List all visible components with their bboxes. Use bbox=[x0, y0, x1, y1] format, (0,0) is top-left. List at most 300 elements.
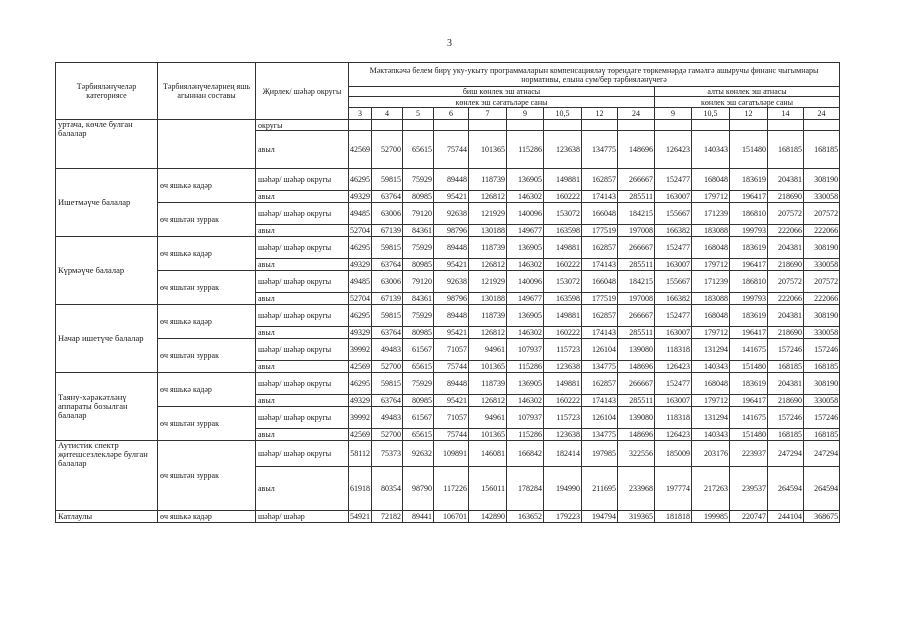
value-cell: 330058 bbox=[804, 395, 840, 407]
value-cell: 266667 bbox=[618, 305, 655, 327]
value-cell: 220747 bbox=[730, 511, 768, 523]
value-cell: 42569 bbox=[350, 430, 370, 439]
value-cell: 75744 bbox=[434, 131, 469, 169]
location-cell: шәһәр/ шәһәр округы bbox=[256, 203, 349, 225]
value-cell: 168048 bbox=[692, 373, 730, 395]
value-cell: 89448 bbox=[434, 373, 469, 395]
value-cell: 63764 bbox=[372, 395, 403, 407]
value-cell: 322556 bbox=[618, 441, 655, 467]
value-cell: 107937 bbox=[507, 407, 544, 429]
value-cell: 52700 bbox=[372, 361, 403, 373]
location-cell: шәһәр/ шәһәр bbox=[256, 511, 349, 523]
value-cell: 171239 bbox=[692, 271, 730, 293]
value-cell: 177519 bbox=[582, 225, 618, 237]
value-cell: 168185 bbox=[768, 429, 804, 441]
age-cell: өч яшькә кадәр bbox=[158, 511, 256, 523]
category-cell: Начар ишетүче балалар bbox=[56, 305, 158, 373]
value-cell: 61567 bbox=[403, 339, 434, 361]
value-cell: 157246 bbox=[804, 407, 840, 429]
location-cell: авыл bbox=[256, 293, 349, 305]
age-cell: өч яшькә кадәр bbox=[158, 169, 256, 203]
value-cell: 285511 bbox=[618, 191, 655, 203]
value-cell: 63764 bbox=[372, 191, 403, 203]
value-cell: 141675 bbox=[730, 339, 768, 361]
hours-cell: 9 bbox=[507, 108, 544, 120]
value-cell bbox=[730, 120, 768, 131]
value-cell: 134775 bbox=[582, 131, 618, 169]
hours-cell: 7 bbox=[469, 108, 507, 120]
value-cell: 79120 bbox=[403, 271, 434, 293]
value-cell: 61567 bbox=[403, 407, 434, 429]
location-cell: авыл bbox=[256, 225, 349, 237]
value-cell: 152477 bbox=[655, 373, 692, 395]
value-cell: 107937 bbox=[507, 339, 544, 361]
value-cell: 151480 bbox=[730, 131, 768, 169]
value-cell: 183619 bbox=[730, 237, 768, 259]
value-cell bbox=[768, 120, 804, 131]
value-cell: 168048 bbox=[692, 305, 730, 327]
table-row bbox=[56, 511, 840, 523]
value-cell: 118739 bbox=[469, 305, 507, 327]
value-cell: 118739 bbox=[469, 237, 507, 259]
age-cell: өч яшькә кадәр bbox=[158, 305, 256, 339]
value-cell: 266667 bbox=[618, 237, 655, 259]
value-cell: 179712 bbox=[692, 327, 730, 339]
location-cell: округы bbox=[256, 120, 349, 131]
value-cell: 148696 bbox=[618, 361, 655, 373]
value-cell: 155667 bbox=[655, 203, 692, 225]
value-cell: 136905 bbox=[507, 373, 544, 395]
value-cell: 223937 bbox=[730, 441, 768, 467]
value-cell: 115286 bbox=[507, 131, 544, 169]
value-cell: 218690 bbox=[768, 395, 804, 407]
value-cell: 118739 bbox=[469, 169, 507, 191]
value-cell: 89448 bbox=[434, 237, 469, 259]
value-cell: 174143 bbox=[582, 259, 618, 271]
value-cell: 67139 bbox=[372, 293, 403, 305]
value-cell: 184215 bbox=[618, 203, 655, 225]
value-cell: 308190 bbox=[804, 373, 840, 395]
value-cell: 239537 bbox=[730, 467, 768, 511]
value-cell: 84361 bbox=[403, 293, 434, 305]
age-cell bbox=[158, 120, 256, 169]
table-row bbox=[56, 373, 840, 395]
table-row bbox=[56, 407, 840, 429]
header-age: Тәрбияләнүчеләрнең яшь агыннан составы bbox=[158, 63, 256, 120]
value-cell: 266667 bbox=[618, 373, 655, 395]
value-cell: 211695 bbox=[582, 467, 618, 511]
value-cell: 149881 bbox=[544, 169, 582, 191]
value-cell: 94961 bbox=[469, 339, 507, 361]
value-cell: 163652 bbox=[507, 511, 544, 523]
value-cell: 368675 bbox=[804, 511, 840, 523]
value-cell: 168185 bbox=[768, 361, 804, 373]
value-cell: 264594 bbox=[768, 467, 804, 511]
value-cell: 63006 bbox=[372, 203, 403, 225]
value-cell: 183619 bbox=[730, 169, 768, 191]
value-cell: 80985 bbox=[403, 259, 434, 271]
value-cell: 49483 bbox=[372, 407, 403, 429]
value-cell: 330058 bbox=[804, 327, 840, 339]
hours-cell: 12 bbox=[582, 108, 618, 120]
value-cell: 183619 bbox=[730, 373, 768, 395]
category-cell: Ишетмәүче балалар bbox=[56, 169, 158, 237]
hours-cell: 3 bbox=[349, 108, 372, 120]
value-cell: 160222 bbox=[544, 259, 582, 271]
value-cell: 156011 bbox=[469, 467, 507, 511]
value-cell: 49329 bbox=[350, 192, 370, 201]
value-cell: 42569 bbox=[349, 131, 372, 169]
value-cell: 204381 bbox=[768, 169, 804, 191]
location-cell: авыл bbox=[256, 467, 349, 511]
value-cell: 178284 bbox=[507, 467, 544, 511]
value-cell: 139080 bbox=[618, 339, 655, 361]
value-cell: 71057 bbox=[434, 407, 469, 429]
value-cell: 149881 bbox=[544, 305, 582, 327]
value-cell: 162857 bbox=[582, 305, 618, 327]
value-cell: 136905 bbox=[507, 305, 544, 327]
table-row bbox=[56, 271, 840, 293]
value-cell: 49483 bbox=[372, 339, 403, 361]
value-cell: 75373 bbox=[372, 441, 403, 467]
value-cell: 168048 bbox=[692, 237, 730, 259]
value-cell: 222066 bbox=[768, 225, 804, 237]
value-cell: 184215 bbox=[618, 271, 655, 293]
value-cell: 59815 bbox=[372, 237, 403, 259]
value-cell: 166382 bbox=[655, 293, 692, 305]
value-cell: 80985 bbox=[403, 395, 434, 407]
value-cell: 152477 bbox=[655, 169, 692, 191]
location-cell: авыл bbox=[256, 327, 349, 339]
table-row bbox=[56, 120, 840, 131]
value-cell: 207572 bbox=[804, 203, 840, 225]
value-cell: 197774 bbox=[655, 467, 692, 511]
value-cell: 63764 bbox=[372, 259, 403, 271]
hours-cell: 5 bbox=[403, 108, 434, 120]
value-cell: 75929 bbox=[403, 237, 434, 259]
value-cell: 117226 bbox=[434, 467, 469, 511]
value-cell: 52700 bbox=[372, 131, 403, 169]
value-cell: 126104 bbox=[582, 339, 618, 361]
value-cell: 52704 bbox=[350, 294, 370, 303]
value-cell: 80985 bbox=[403, 327, 434, 339]
value-cell: 181818 bbox=[655, 511, 692, 523]
value-cell: 157246 bbox=[768, 339, 804, 361]
value-cell: 140343 bbox=[692, 131, 730, 169]
hours-cell: 10,5 bbox=[544, 108, 582, 120]
value-cell: 157246 bbox=[804, 339, 840, 361]
value-cell: 149881 bbox=[544, 373, 582, 395]
header-6day: алты көнлек эш атнасы bbox=[655, 87, 840, 97]
value-cell: 152477 bbox=[655, 305, 692, 327]
value-cell: 247294 bbox=[804, 441, 840, 467]
value-cell: 222066 bbox=[804, 225, 840, 237]
value-cell: 330058 bbox=[804, 191, 840, 203]
value-cell bbox=[582, 120, 618, 131]
value-cell: 115723 bbox=[544, 407, 582, 429]
header-category: Тәрбияләнүчеләр категориясе bbox=[56, 63, 158, 120]
value-cell: 84361 bbox=[403, 225, 434, 237]
value-cell: 49329 bbox=[350, 396, 370, 405]
value-cell: 194990 bbox=[544, 467, 582, 511]
value-cell: 308190 bbox=[804, 169, 840, 191]
value-cell: 222066 bbox=[804, 293, 840, 305]
value-cell: 207572 bbox=[768, 271, 804, 293]
value-cell: 126812 bbox=[469, 327, 507, 339]
value-cell: 126423 bbox=[655, 131, 692, 169]
value-cell bbox=[655, 120, 692, 131]
value-cell: 179712 bbox=[692, 191, 730, 203]
value-cell bbox=[372, 120, 403, 131]
value-cell: 330058 bbox=[804, 259, 840, 271]
table-row bbox=[56, 237, 840, 259]
value-cell: 157246 bbox=[768, 407, 804, 429]
value-cell: 218690 bbox=[768, 259, 804, 271]
location-cell: шәһәр/ шәһәр округы bbox=[256, 441, 349, 467]
value-cell bbox=[618, 120, 655, 131]
value-cell: 308190 bbox=[804, 237, 840, 259]
category-cell: Таяну-хәрәкәтләнү аппараты бозылган балалар bbox=[56, 373, 158, 441]
value-cell: 166382 bbox=[655, 225, 692, 237]
value-cell: 46295 bbox=[349, 237, 372, 259]
value-cell: 136905 bbox=[507, 169, 544, 191]
location-cell: авыл bbox=[256, 131, 349, 169]
value-cell: 95421 bbox=[434, 395, 469, 407]
hours-cell: 4 bbox=[372, 108, 403, 120]
value-cell: 146302 bbox=[507, 327, 544, 339]
value-cell: 155667 bbox=[655, 271, 692, 293]
header-hours-6day: көнлек эш сәгатьләре саны bbox=[655, 97, 840, 108]
location-cell: шәһәр/ шәһәр округы bbox=[256, 305, 349, 327]
value-cell: 197008 bbox=[618, 225, 655, 237]
value-cell: 89448 bbox=[434, 305, 469, 327]
hours-cell: 24 bbox=[618, 108, 655, 120]
value-cell: 171239 bbox=[692, 203, 730, 225]
value-cell: 151480 bbox=[730, 361, 768, 373]
value-cell: 179712 bbox=[692, 259, 730, 271]
value-cell: 121929 bbox=[469, 271, 507, 293]
value-cell: 52700 bbox=[372, 429, 403, 441]
value-cell: 92632 bbox=[403, 441, 434, 467]
value-cell: 95421 bbox=[434, 327, 469, 339]
header-5day: биш көнлек эш атнасы bbox=[349, 87, 655, 97]
location-cell: шәһәр/ шәһәр округы bbox=[256, 237, 349, 259]
value-cell: 118318 bbox=[655, 339, 692, 361]
value-cell: 266667 bbox=[618, 169, 655, 191]
value-cell: 199793 bbox=[730, 225, 768, 237]
value-cell: 152477 bbox=[655, 237, 692, 259]
value-cell: 54921 bbox=[350, 512, 370, 521]
category-cell: Катлаулы bbox=[56, 511, 158, 523]
value-cell: 46295 bbox=[349, 169, 372, 191]
value-cell: 101365 bbox=[469, 361, 507, 373]
value-cell: 49485 bbox=[349, 271, 372, 293]
value-cell: 196417 bbox=[730, 191, 768, 203]
value-cell: 92638 bbox=[434, 203, 469, 225]
value-cell: 166842 bbox=[507, 441, 544, 467]
value-cell: 115723 bbox=[544, 339, 582, 361]
value-cell: 42569 bbox=[350, 362, 370, 371]
value-cell: 123638 bbox=[544, 131, 582, 169]
value-cell: 207572 bbox=[768, 203, 804, 225]
value-cell: 163007 bbox=[655, 259, 692, 271]
value-cell bbox=[469, 120, 507, 131]
location-cell: шәһәр/ шәһәр округы bbox=[256, 339, 349, 361]
value-cell: 218690 bbox=[768, 327, 804, 339]
value-cell: 140343 bbox=[692, 361, 730, 373]
value-cell: 222066 bbox=[768, 293, 804, 305]
age-cell: өч яшьтән зуррак bbox=[158, 339, 256, 373]
value-cell: 79120 bbox=[403, 203, 434, 225]
location-cell: шәһәр/ шәһәр округы bbox=[256, 271, 349, 293]
table-row bbox=[56, 63, 840, 87]
value-cell: 89448 bbox=[434, 169, 469, 191]
value-cell: 140096 bbox=[507, 271, 544, 293]
value-cell bbox=[544, 120, 582, 131]
value-cell: 149677 bbox=[507, 293, 544, 305]
value-cell: 183619 bbox=[730, 305, 768, 327]
value-cell: 183088 bbox=[692, 293, 730, 305]
value-cell: 182414 bbox=[544, 441, 582, 467]
value-cell: 75929 bbox=[403, 305, 434, 327]
value-cell: 109891 bbox=[434, 441, 469, 467]
value-cell: 160222 bbox=[544, 395, 582, 407]
location-cell: шәһәр/ шәһәр округы bbox=[256, 169, 349, 191]
value-cell: 80985 bbox=[403, 191, 434, 203]
value-cell: 65615 bbox=[403, 131, 434, 169]
hours-cell: 24 bbox=[804, 108, 840, 120]
value-cell bbox=[434, 120, 469, 131]
value-cell: 131294 bbox=[692, 339, 730, 361]
value-cell: 126812 bbox=[469, 395, 507, 407]
value-cell: 194794 bbox=[582, 511, 618, 523]
value-cell: 264594 bbox=[804, 467, 840, 511]
value-cell: 46295 bbox=[349, 305, 372, 327]
value-cell: 52704 bbox=[350, 226, 370, 235]
value-cell: 218690 bbox=[768, 191, 804, 203]
value-cell: 160222 bbox=[544, 191, 582, 203]
value-cell: 134775 bbox=[582, 361, 618, 373]
header-hours-5day: көнлек эш сәгатьләре саны bbox=[349, 97, 655, 108]
value-cell: 49329 bbox=[350, 328, 370, 337]
table-row bbox=[56, 203, 840, 225]
value-cell: 146081 bbox=[469, 441, 507, 467]
value-cell: 123638 bbox=[544, 429, 582, 441]
value-cell: 168185 bbox=[804, 429, 840, 441]
value-cell: 141675 bbox=[730, 407, 768, 429]
value-cell: 174143 bbox=[582, 327, 618, 339]
value-cell: 101365 bbox=[469, 131, 507, 169]
value-cell: 204381 bbox=[768, 305, 804, 327]
value-cell: 75929 bbox=[403, 373, 434, 395]
value-cell: 59815 bbox=[372, 169, 403, 191]
value-cell: 101365 bbox=[469, 429, 507, 441]
value-cell: 319365 bbox=[618, 511, 655, 523]
value-cell: 153072 bbox=[544, 271, 582, 293]
value-cell: 148696 bbox=[618, 429, 655, 441]
value-cell: 244104 bbox=[768, 511, 804, 523]
value-cell: 115286 bbox=[507, 429, 544, 441]
value-cell: 146302 bbox=[507, 259, 544, 271]
value-cell: 118739 bbox=[469, 373, 507, 395]
value-cell: 139080 bbox=[618, 407, 655, 429]
value-cell: 140343 bbox=[692, 429, 730, 441]
value-cell: 95421 bbox=[434, 259, 469, 271]
value-cell: 46295 bbox=[349, 373, 372, 395]
value-cell bbox=[349, 120, 372, 131]
value-cell: 163007 bbox=[655, 191, 692, 203]
value-cell: 217263 bbox=[692, 467, 730, 511]
value-cell: 163007 bbox=[655, 327, 692, 339]
value-cell: 207572 bbox=[804, 271, 840, 293]
value-cell: 59815 bbox=[372, 305, 403, 327]
age-cell: өч яшьтән зуррак bbox=[158, 441, 256, 511]
value-cell: 174143 bbox=[582, 395, 618, 407]
value-cell: 75744 bbox=[434, 361, 469, 373]
value-cell: 136905 bbox=[507, 237, 544, 259]
value-cell: 63764 bbox=[372, 327, 403, 339]
value-cell: 183088 bbox=[692, 225, 730, 237]
value-cell: 197985 bbox=[582, 441, 618, 467]
value-cell bbox=[507, 120, 544, 131]
value-cell: 58112 bbox=[349, 441, 372, 467]
value-cell: 130188 bbox=[469, 225, 507, 237]
value-cell: 285511 bbox=[618, 259, 655, 271]
value-cell: 134775 bbox=[582, 429, 618, 441]
table-row bbox=[56, 305, 840, 327]
value-cell: 196417 bbox=[730, 259, 768, 271]
age-cell: өч яшьтән зуррак bbox=[158, 407, 256, 441]
value-cell: 140096 bbox=[507, 203, 544, 225]
value-cell: 63006 bbox=[372, 271, 403, 293]
value-cell: 94961 bbox=[469, 407, 507, 429]
value-cell: 177519 bbox=[582, 293, 618, 305]
value-cell: 67139 bbox=[372, 225, 403, 237]
value-cell bbox=[403, 120, 434, 131]
value-cell: 39992 bbox=[349, 407, 372, 429]
value-cell: 98796 bbox=[434, 293, 469, 305]
value-cell: 115286 bbox=[507, 361, 544, 373]
value-cell: 196417 bbox=[730, 395, 768, 407]
value-cell: 162857 bbox=[582, 237, 618, 259]
value-cell: 131294 bbox=[692, 407, 730, 429]
location-cell: авыл bbox=[256, 395, 349, 407]
value-cell: 186810 bbox=[730, 203, 768, 225]
hours-cell: 6 bbox=[434, 108, 469, 120]
value-cell: 204381 bbox=[768, 237, 804, 259]
table-row bbox=[56, 169, 840, 191]
value-cell: 149881 bbox=[544, 237, 582, 259]
hours-cell: 9 bbox=[655, 108, 692, 120]
value-cell: 185009 bbox=[655, 441, 692, 467]
value-cell: 166048 bbox=[582, 203, 618, 225]
value-cell: 196417 bbox=[730, 327, 768, 339]
value-cell: 65615 bbox=[403, 361, 434, 373]
value-cell: 163007 bbox=[655, 395, 692, 407]
value-cell: 121929 bbox=[469, 203, 507, 225]
value-cell: 203176 bbox=[692, 441, 730, 467]
value-cell: 80354 bbox=[372, 467, 403, 511]
age-cell: өч яшьтән зуррак bbox=[158, 203, 256, 237]
value-cell: 72182 bbox=[372, 511, 403, 523]
value-cell: 168048 bbox=[692, 169, 730, 191]
value-cell: 186810 bbox=[730, 271, 768, 293]
category-cell: Аутистик спектр җитешсезлекләре булган балалар bbox=[56, 441, 158, 511]
value-cell: 151480 bbox=[730, 429, 768, 441]
value-cell: 153072 bbox=[544, 203, 582, 225]
value-cell: 162857 bbox=[582, 373, 618, 395]
value-cell: 174143 bbox=[582, 191, 618, 203]
